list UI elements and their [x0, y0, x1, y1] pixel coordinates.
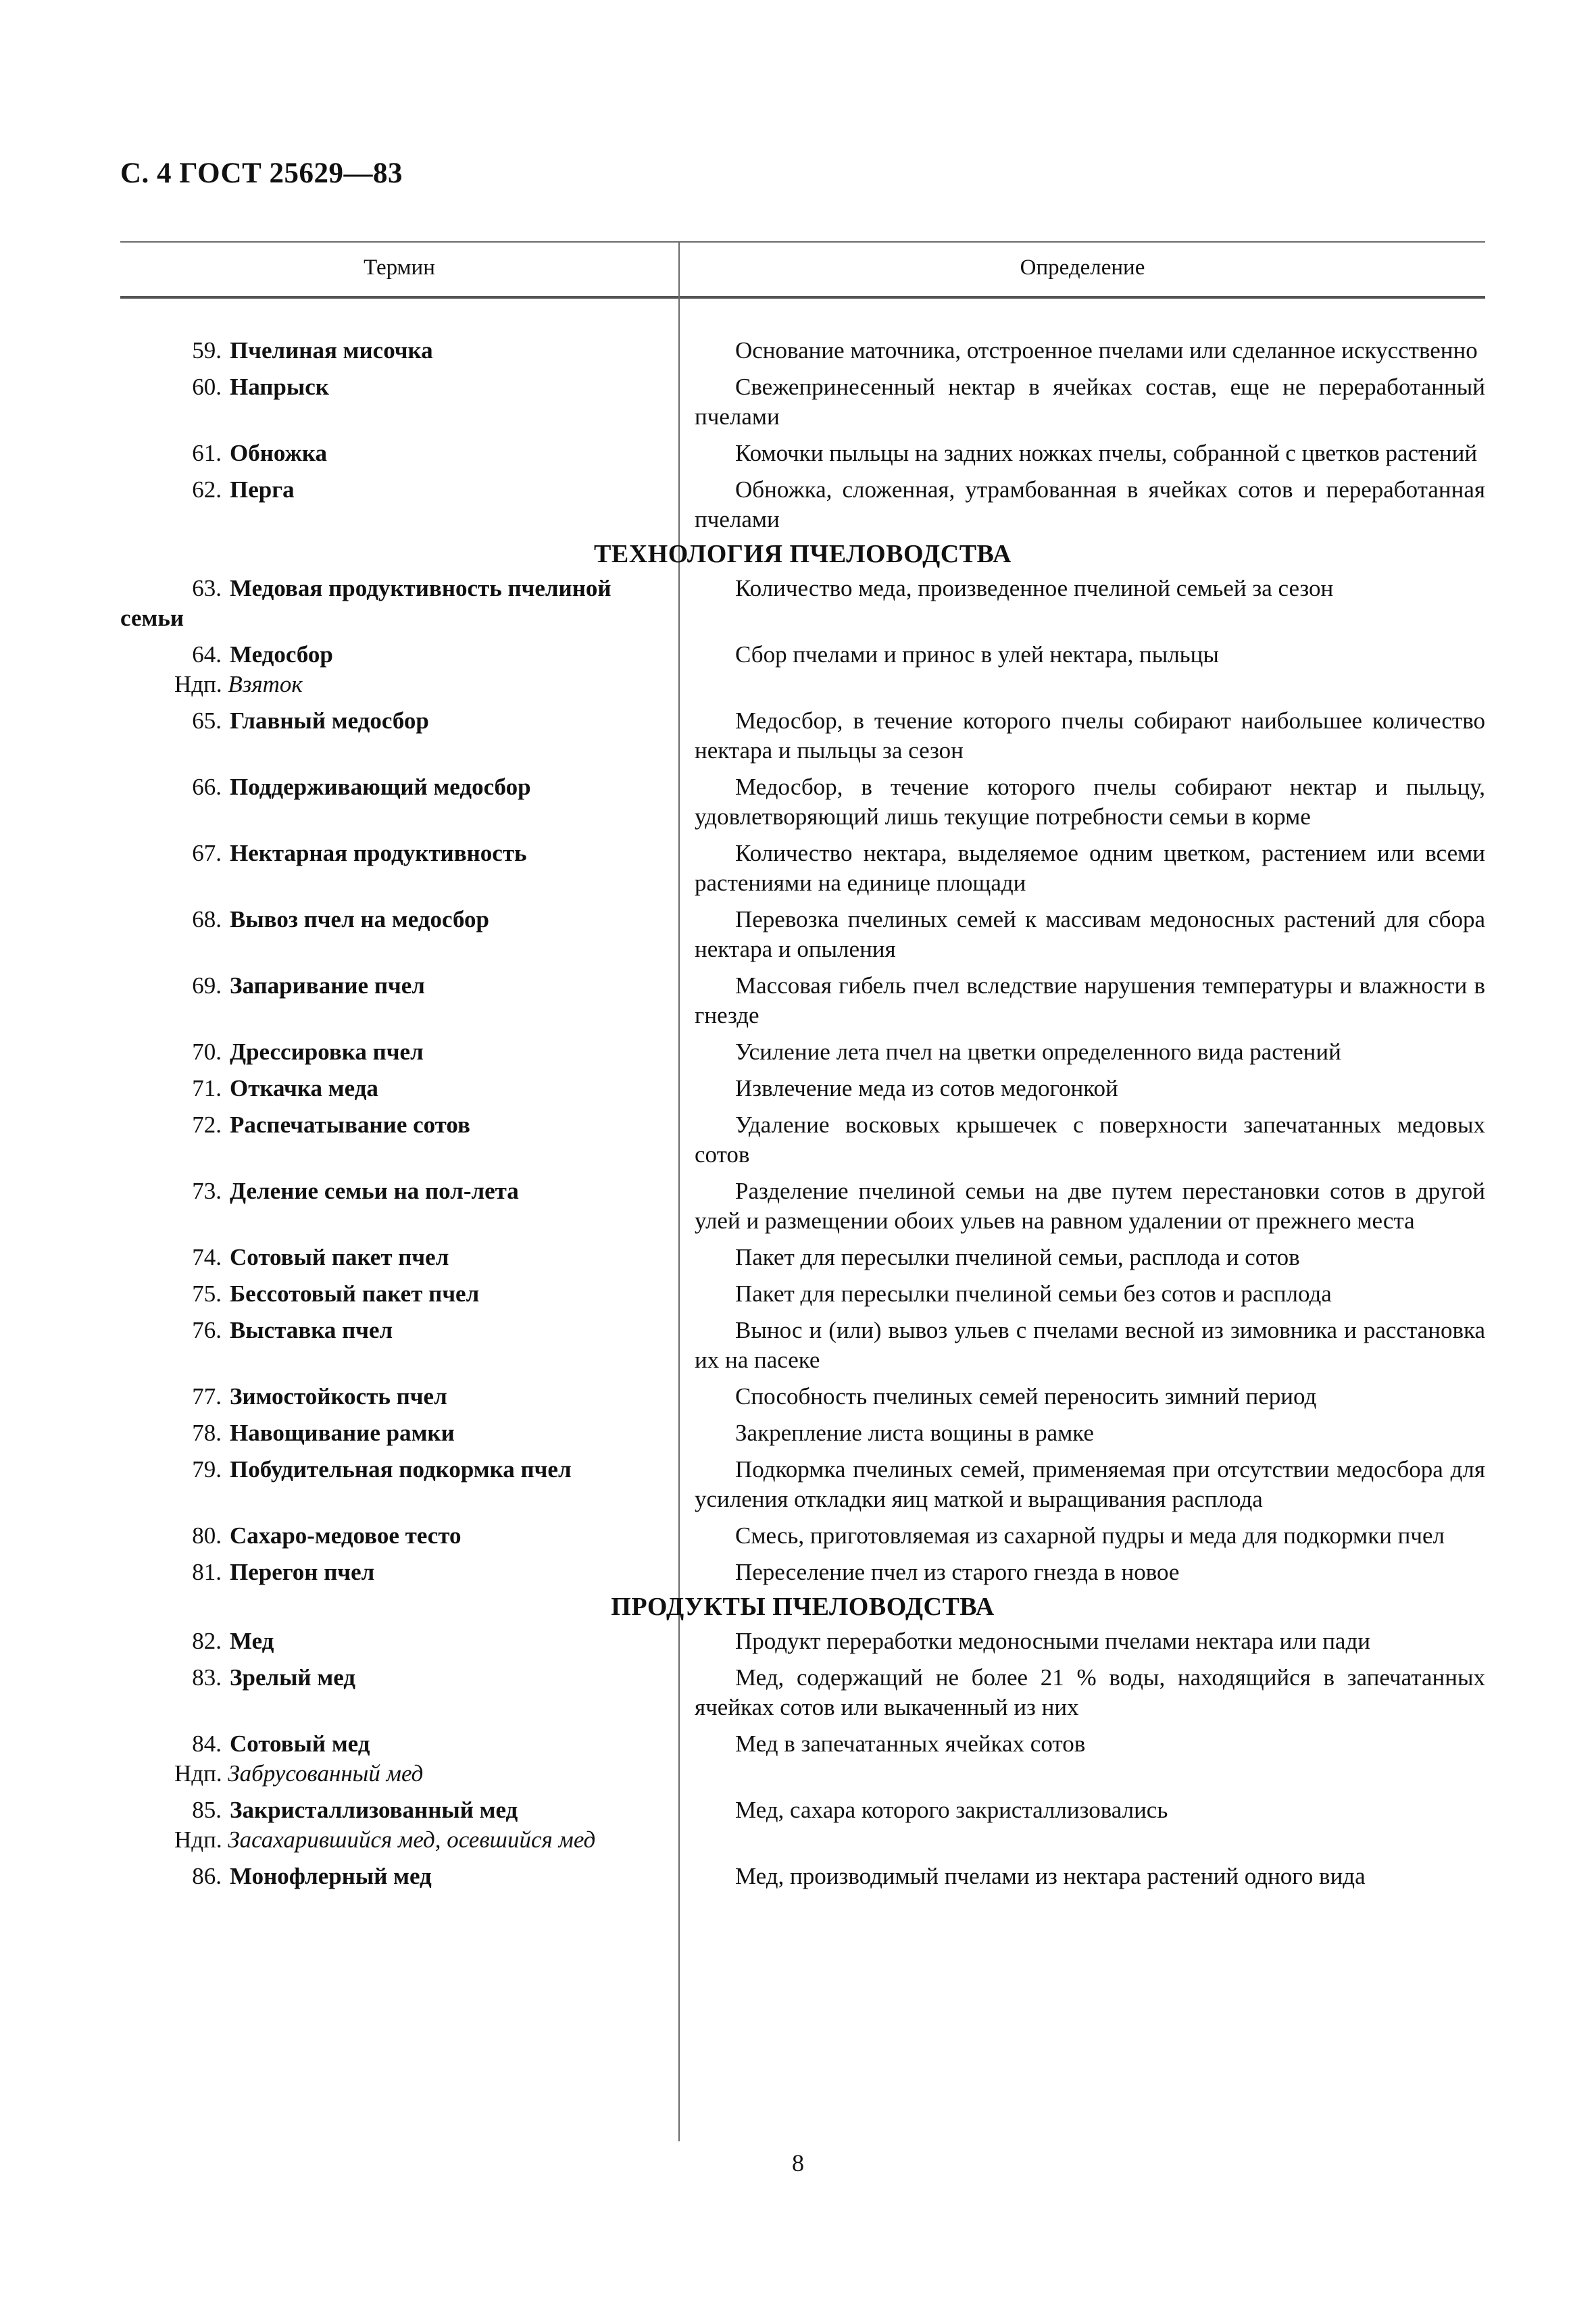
term-cell: [120, 439, 678, 468]
term-number: 64.: [192, 641, 222, 668]
section-title: ПРОДУКТЫ ПЧЕЛОВОДСТВА: [611, 1593, 995, 1621]
table-row: [120, 439, 1485, 468]
definition-cell: [678, 574, 1485, 633]
term-cell: [120, 574, 678, 633]
definition-text: Извлечение меда из сотов медогонкой: [735, 1075, 1118, 1101]
definition-text: Количество меда, произведенное пчелиной семьей за сезон: [735, 575, 1334, 601]
definition-text: Сбор пчелами и принос в улей нектара, пыльцы: [735, 641, 1219, 668]
definition-cell: [678, 772, 1485, 832]
definition-cell: [678, 1074, 1485, 1103]
deprecated-term-text: Засахарившийся мед, осевшийся мед: [228, 1826, 596, 1853]
term-name: Поддерживающий медосбор: [230, 774, 531, 800]
definition-cell: [678, 1279, 1485, 1309]
definition-text: Разделение пчелиной семьи на две путем перестановки сотов в другой улей и размещении обоих ульев на равном удалении от прежнего места: [695, 1178, 1485, 1234]
table-row: [120, 1382, 1485, 1412]
definition-cell: [678, 1521, 1485, 1551]
definition-cell: [678, 640, 1485, 699]
term-name: Запаривание пчел: [230, 972, 425, 999]
definition-cell: [678, 1455, 1485, 1514]
definition-text: Мед, производимый пчелами из нектара растений одного вида: [735, 1863, 1366, 1889]
term-number: 83.: [192, 1664, 222, 1691]
definition-cell: [678, 475, 1485, 534]
definition-cell: [678, 372, 1485, 432]
term-number: 67.: [192, 840, 222, 866]
term-number: 70.: [192, 1039, 222, 1065]
term-cell: [120, 971, 678, 1030]
definition-cell: [678, 1382, 1485, 1412]
deprecated-label: Ндп.: [174, 1826, 222, 1853]
section-title: ТЕХНОЛОГИЯ ПЧЕЛОВОДСТВА: [594, 540, 1012, 568]
definition-cell: [678, 971, 1485, 1030]
table-row: [120, 475, 1485, 534]
table-row: [120, 1521, 1485, 1551]
term-cell: [120, 1795, 678, 1855]
term-number: 79.: [192, 1456, 222, 1483]
definition-cell: [678, 1418, 1485, 1448]
term-number: 66.: [192, 774, 222, 800]
term-name: Вывоз пчел на медосбор: [230, 906, 489, 932]
table-row: [120, 706, 1485, 766]
term-cell: [120, 372, 678, 432]
term-number: 85.: [192, 1797, 222, 1823]
definition-text: Усиление лета пчел на цветки определенного вида растений: [735, 1039, 1341, 1065]
terms-table-body: [120, 336, 1485, 1891]
term-cell: [120, 905, 678, 964]
term-number: 77.: [192, 1383, 222, 1410]
table-row: [120, 839, 1485, 898]
term-cell: [120, 1176, 678, 1236]
term-number: 80.: [192, 1522, 222, 1549]
definition-text: Пакет для пересылки пчелиной семьи без сотов и расплода: [735, 1280, 1332, 1307]
deprecated-term-text: Взяток: [228, 671, 303, 697]
term-cell: [120, 1110, 678, 1170]
term-cell: [120, 1862, 678, 1891]
table-row: [120, 1418, 1485, 1448]
definition-text: Переселение пчел из старого гнезда в новое: [735, 1559, 1180, 1585]
table-row: [120, 1176, 1485, 1236]
deprecated-label: Ндп.: [174, 1760, 222, 1787]
table-top-rule: [120, 241, 1485, 243]
term-cell: [120, 1382, 678, 1412]
table-row: [120, 1862, 1485, 1891]
deprecated-term-text: Забрусованный мед: [228, 1760, 424, 1787]
table-row: [120, 1037, 1485, 1067]
definition-cell: [678, 1795, 1485, 1855]
term-cell: [120, 1074, 678, 1103]
term-cell: [120, 839, 678, 898]
term-name: Зрелый мед: [230, 1664, 355, 1691]
definition-cell: [678, 839, 1485, 898]
term-cell: [120, 1521, 678, 1551]
term-name: Перегон пчел: [230, 1559, 375, 1585]
term-number: 72.: [192, 1112, 222, 1138]
definition-text: Закрепление листа вощины в рамке: [735, 1420, 1094, 1446]
table-row: [120, 640, 1485, 699]
table-header-rule: [120, 296, 1485, 299]
term-name: Нектарная продуктивность: [230, 840, 527, 866]
table-row: [120, 1663, 1485, 1722]
term-number: 68.: [192, 906, 222, 932]
term-number: 71.: [192, 1075, 222, 1101]
definition-cell: [678, 1243, 1485, 1272]
term-cell: [120, 772, 678, 832]
term-cell: [120, 1418, 678, 1448]
term-name: Обножка: [230, 440, 328, 466]
definition-text: Перевозка пчелиных семей к массивам медоносных растений для сбора нектара и опыления: [695, 906, 1485, 962]
definition-text: Способность пчелиных семей переносить зимний период: [735, 1383, 1317, 1410]
term-name-continued: семьи: [120, 605, 184, 631]
term-number: 62.: [192, 476, 222, 503]
term-cell: [120, 475, 678, 534]
table-row: [120, 336, 1485, 366]
term-name: Медовая продуктивность пчелиной: [230, 575, 612, 601]
definition-text: Мед, содержащий не более 21 % воды, находящийся в запечатанных ячейках сотов или выкаченный из них: [695, 1664, 1485, 1720]
term-cell: [120, 1243, 678, 1272]
definition-text: Вынос и (или) вывоз ульев с пчелами весной из зимовника и расстановка их на пасеке: [695, 1317, 1485, 1373]
term-cell: [120, 1729, 678, 1789]
term-name: Главный медосбор: [230, 707, 429, 734]
definition-cell: [678, 1176, 1485, 1236]
table-row: [120, 1795, 1485, 1855]
table-row: [120, 1558, 1485, 1587]
term-name: Навощивание рамки: [230, 1420, 455, 1446]
definition-cell: [678, 1729, 1485, 1789]
term-cell: [120, 1279, 678, 1309]
deprecated-term: [120, 1759, 666, 1789]
page-number: 8: [792, 2149, 804, 2176]
definition-text: Основание маточника, отстроенное пчелами или сделанное искусственно: [735, 337, 1478, 364]
term-name: Мед: [230, 1628, 274, 1654]
definition-cell: [678, 1110, 1485, 1170]
term-name: Сотовый мед: [230, 1731, 370, 1757]
deprecated-term: [120, 1825, 666, 1855]
table-row: [120, 1729, 1485, 1789]
term-number: 86.: [192, 1863, 222, 1889]
table-row: [120, 1279, 1485, 1309]
term-name: Бессотовый пакет пчел: [230, 1280, 480, 1307]
column-header-definition: Определение: [1020, 255, 1145, 280]
definition-text: Мед, сахара которого закристаллизовались: [735, 1797, 1168, 1823]
term-cell: [120, 1663, 678, 1722]
term-name: Откачка меда: [230, 1075, 378, 1101]
definition-cell: [678, 1316, 1485, 1375]
definition-text: Мед в запечатанных ячейках сотов: [735, 1731, 1086, 1757]
definition-cell: [678, 706, 1485, 766]
definition-cell: [678, 1037, 1485, 1067]
definition-cell: [678, 1626, 1485, 1656]
term-number: 59.: [192, 337, 222, 364]
term-number: 76.: [192, 1317, 222, 1343]
deprecated-term: [120, 670, 666, 699]
column-header-term: Термин: [364, 255, 435, 280]
definition-cell: [678, 1862, 1485, 1891]
term-cell: [120, 706, 678, 766]
table-row: [120, 1074, 1485, 1103]
table-row: [120, 372, 1485, 432]
term-number: 63.: [192, 575, 222, 601]
term-name: Напрыск: [230, 374, 329, 400]
definition-cell: [678, 1558, 1485, 1587]
term-name: Побудительная подкормка пчел: [230, 1456, 572, 1483]
term-number: 65.: [192, 707, 222, 734]
term-number: 82.: [192, 1628, 222, 1654]
definition-text: Удаление восковых крышечек с поверхности запечатанных медовых сотов: [695, 1112, 1485, 1168]
term-cell: [120, 1455, 678, 1514]
definition-text: Подкормка пчелиных семей, применяемая при отсутствии медосбора для усиления откладки яиц маткой и выращивания расплода: [695, 1456, 1485, 1512]
term-cell: [120, 336, 678, 366]
table-row: [120, 1110, 1485, 1170]
term-name: Перга: [230, 476, 295, 503]
term-name: Дрессировка пчел: [230, 1039, 424, 1065]
definition-text: Количество нектара, выделяемое одним цветком, растением или всеми растениями на единице площади: [695, 840, 1485, 896]
table-row: [120, 1243, 1485, 1272]
definition-text: Массовая гибель пчел вследствие нарушения температуры и влажности в гнезде: [695, 972, 1485, 1028]
term-number: 78.: [192, 1420, 222, 1446]
definition-text: Пакет для пересылки пчелиной семьи, расплода и сотов: [735, 1244, 1300, 1270]
definition-text: Свежепринесенный нектар в ячейках состав, еще не переработанный пчелами: [695, 374, 1485, 430]
definition-cell: [678, 336, 1485, 366]
page-header: С. 4 ГОСТ 25629—83: [120, 157, 403, 189]
term-name: Медосбор: [230, 641, 333, 668]
term-cell: [120, 1316, 678, 1375]
term-number: 69.: [192, 972, 222, 999]
table-row: [120, 772, 1485, 832]
definition-cell: [678, 1663, 1485, 1722]
term-number: 84.: [192, 1731, 222, 1757]
term-number: 74.: [192, 1244, 222, 1270]
term-name: Пчелиная мисочка: [230, 337, 433, 364]
term-name: Монофлерный мед: [230, 1863, 432, 1889]
term-cell: [120, 1037, 678, 1067]
term-cell: [120, 1626, 678, 1656]
term-number: 75.: [192, 1280, 222, 1307]
term-name: Деление семьи на пол-лета: [230, 1178, 519, 1204]
table-row: [120, 905, 1485, 964]
term-cell: [120, 1558, 678, 1587]
table-row: [120, 1455, 1485, 1514]
definition-text: Медосбор, в течение которого пчелы собирают наибольшее количество нектара и пыльцы за сезон: [695, 707, 1485, 764]
term-number: 73.: [192, 1178, 222, 1204]
definition-text: Медосбор, в течение которого пчелы собирают нектар и пыльцу, удовлетворяющий лишь текущие потребности семьи в корме: [695, 774, 1485, 830]
table-row: [120, 574, 1485, 633]
term-number: 61.: [192, 440, 222, 466]
term-cell: [120, 640, 678, 699]
term-name: Выставка пчел: [230, 1317, 393, 1343]
term-number: 81.: [192, 1559, 222, 1585]
term-name: Распечатывание сотов: [230, 1112, 470, 1138]
deprecated-label: Ндп.: [174, 671, 222, 697]
term-name: Закристаллизованный мед: [230, 1797, 518, 1823]
definition-cell: [678, 905, 1485, 964]
definition-text: Продукт переработки медоносными пчелами нектара или пади: [735, 1628, 1370, 1654]
definition-text: Обножка, сложенная, утрамбованная в ячейках сотов и переработанная пчелами: [695, 476, 1485, 532]
term-name: Зимостойкость пчел: [230, 1383, 447, 1410]
definition-text: Комочки пыльцы на задних ножках пчелы, собранной с цветков растений: [735, 440, 1478, 466]
term-name: Сахаро-медовое тесто: [230, 1522, 462, 1549]
definition-cell: [678, 439, 1485, 468]
term-number: 60.: [192, 374, 222, 400]
table-row: [120, 1626, 1485, 1656]
definition-text: Смесь, приготовляемая из сахарной пудры и меда для подкормки пчел: [735, 1522, 1445, 1549]
table-row: [120, 1316, 1485, 1375]
table-row: [120, 971, 1485, 1030]
term-name: Сотовый пакет пчел: [230, 1244, 449, 1270]
